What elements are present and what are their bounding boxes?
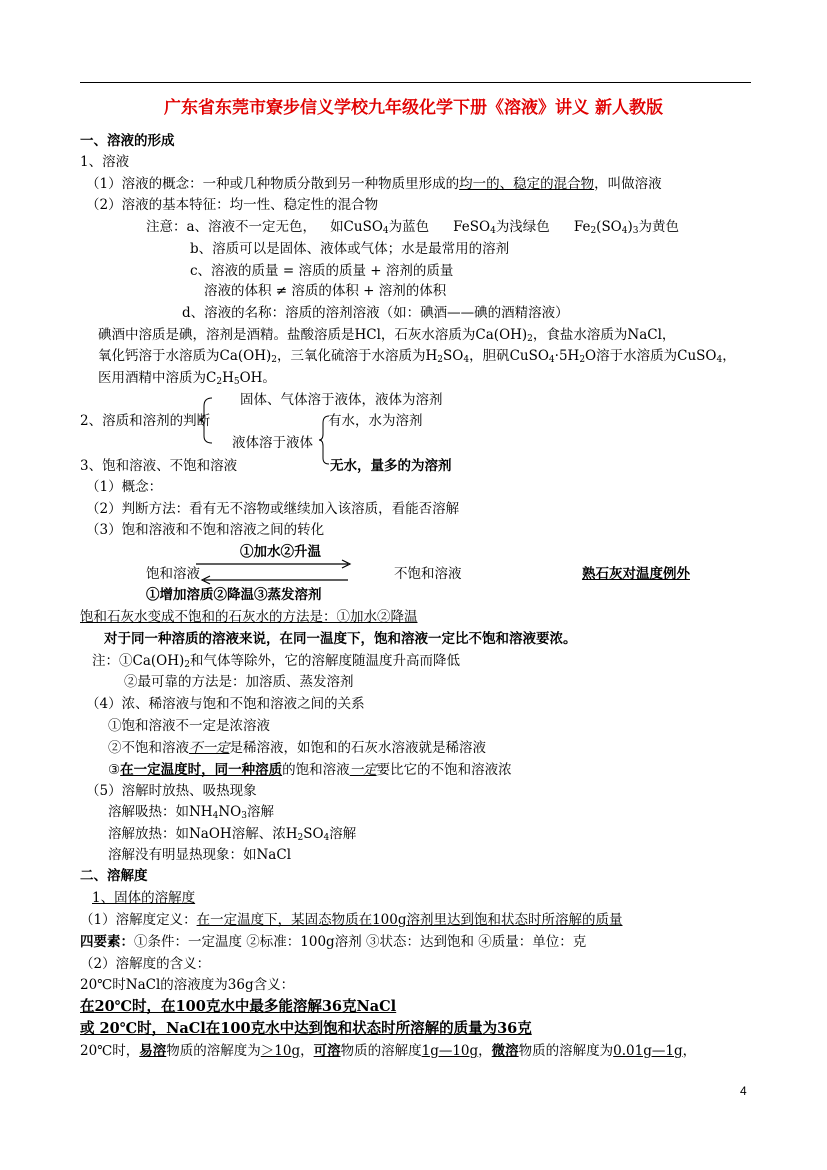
- conversion-line: （3）饱和溶液和不饱和溶液之间的转化: [86, 522, 325, 538]
- judge-label: 2、溶质和溶剂的判断: [80, 413, 211, 429]
- example-line: 20℃时NaCl的溶液度为36g含义：: [80, 977, 295, 993]
- relation-3: ③在一定温度时，同一种溶质的饱和溶液一定要比它的不饱和溶液浓: [108, 762, 512, 778]
- heat-release: 溶解放热：如NaOH溶解、浓$H_2SO_4$溶解: [108, 826, 357, 843]
- judge-no-water: 无水，量多的为溶剂: [330, 458, 452, 474]
- relation-1: ①饱和溶液不一定是浓溶液: [108, 718, 270, 734]
- subheading-solubility: 1、固体的溶解度: [92, 890, 196, 906]
- four-elements: 四要素：①条件：一定温度 ②标准：100g溶剂 ③状态：达到饱和 ④质量：单位：克: [80, 934, 587, 950]
- note-d-line: d、溶液的名称：溶质的溶剂溶液（如：碘酒——碘的酒精溶液）: [182, 305, 569, 321]
- bold-rule: 对于同一种溶质的溶液来说，在同一温度下，饱和溶液一定比不饱和溶液要浓。: [104, 631, 577, 647]
- section-heading-1: 一、溶液的形成: [80, 133, 175, 149]
- judge-solid-gas: 固体、气体溶于液体，液体为溶剂: [240, 392, 443, 408]
- note-b-line: b、溶质可以是固体、液体或气体；水是最常用的溶剂: [190, 241, 510, 257]
- heat-absorb: 溶解吸热：如$NH_4NO_3$溶解: [108, 804, 274, 821]
- lime-method: 饱和石灰水变成不饱和的石灰水的方法是：①加水②降温: [80, 609, 418, 625]
- relation-line: （4）浓、稀溶液与饱和不饱和溶液之间的关系: [86, 696, 365, 712]
- saturated-label: 饱和溶液: [146, 566, 200, 582]
- judge-water: 有水，水为溶剂: [328, 413, 423, 429]
- example-line-3: 医用酒精中溶质为$C_2H_5OH$。: [98, 370, 276, 387]
- subheading-solution: 1、溶液: [80, 154, 130, 170]
- note-1: 注：$①Ca(OH)_2$和气体等除外，它的溶解度随温度升高而降低: [92, 653, 460, 670]
- solubility-classes: 20℃时，易溶物质的溶解度为＞10g，可溶物质的溶解度1g—10g，微溶物质的溶解度为0.01g—1g，: [80, 1043, 697, 1059]
- judge-liquid: 液体溶于液体: [232, 435, 313, 451]
- method-line: （2）判断方法：看有无不溶物或继续加入该溶质，看能否溶解: [86, 501, 460, 517]
- section-heading-2: 二、溶解度: [80, 868, 148, 884]
- unsaturated-label: 不饱和溶液: [394, 566, 462, 582]
- bold-meaning-1: 在20℃时，在100克水中最多能溶解36克NaCl: [80, 998, 397, 1015]
- note-a-line: 注意：a、溶液不一定无色， 如CuSO$_4$为蓝色 FeSO$_4$为浅绿色 $Fe_2(SO_4)_3$为黄色: [146, 219, 680, 236]
- heat-none: 溶解没有明显热现象：如NaCl: [108, 847, 292, 863]
- arrow-top-label: ①加水②升温: [240, 544, 321, 560]
- example-line-1: 碘酒中溶质是碘，溶剂是酒精。盐酸溶质是HCl，石灰水溶质为$Ca(OH)_2$，食盐水溶质为NaCl，: [98, 327, 676, 344]
- example-line-2: 氧化钙溶于水溶质为$Ca(OH)_2$，三氧化硫溶于水溶质为$H_2SO_4$，胆矾$CuSO_4\cdot 5H_2O$溶于水溶质为CuSO$_4$，: [98, 348, 736, 365]
- note-c-line: c、溶液的质量 = 溶质的质量 + 溶剂的质量: [190, 263, 454, 279]
- header-rule: [80, 82, 751, 83]
- definition-line: （1）溶液的概念：一种或几种物质分散到另一种物质里形成的均一的、稳定的混合物，叫做溶液: [86, 176, 662, 192]
- note-c2-line: 溶液的体积 ≠ 溶质的体积 + 溶剂的体积: [204, 283, 447, 299]
- lime-exception: 熟石灰对温度例外: [582, 566, 690, 582]
- brace-left: [198, 396, 218, 446]
- page-title: 广东省东莞市寮步信义学校九年级化学下册《溶液》讲义 新人教版: [164, 98, 663, 118]
- bold-meaning-2: 或 20℃时，NaCl在100克水中达到饱和状态时所溶解的质量为36克: [80, 1020, 532, 1037]
- solubility-definition: （1）溶解度定义：在一定温度下，某固态物质在100g溶剂里达到饱和状态时所溶解的质量: [80, 912, 623, 928]
- concept-line: （1）概念：: [86, 479, 163, 495]
- meaning-line: （2）溶解度的含义：: [80, 956, 211, 972]
- relation-2: ②不饱和溶液不一定是稀溶液，如饱和的石灰水溶液就是稀溶液: [108, 740, 486, 756]
- brace-right: [318, 414, 332, 466]
- note-2: ②最可靠的方法是：加溶质、蒸发溶剂: [124, 674, 354, 690]
- page-number: 4: [740, 1084, 747, 1098]
- heat-line: （5）溶解时放热、吸热现象: [86, 783, 257, 799]
- arrow-bottom-label: ①增加溶质②降温③蒸发溶剂: [146, 587, 322, 603]
- conversion-arrows: [196, 558, 356, 588]
- subheading-saturated: 3、饱和溶液、不饱和溶液: [80, 458, 238, 474]
- feature-line: （2）溶液的基本特征：均一性、稳定性的混合物: [86, 197, 379, 213]
